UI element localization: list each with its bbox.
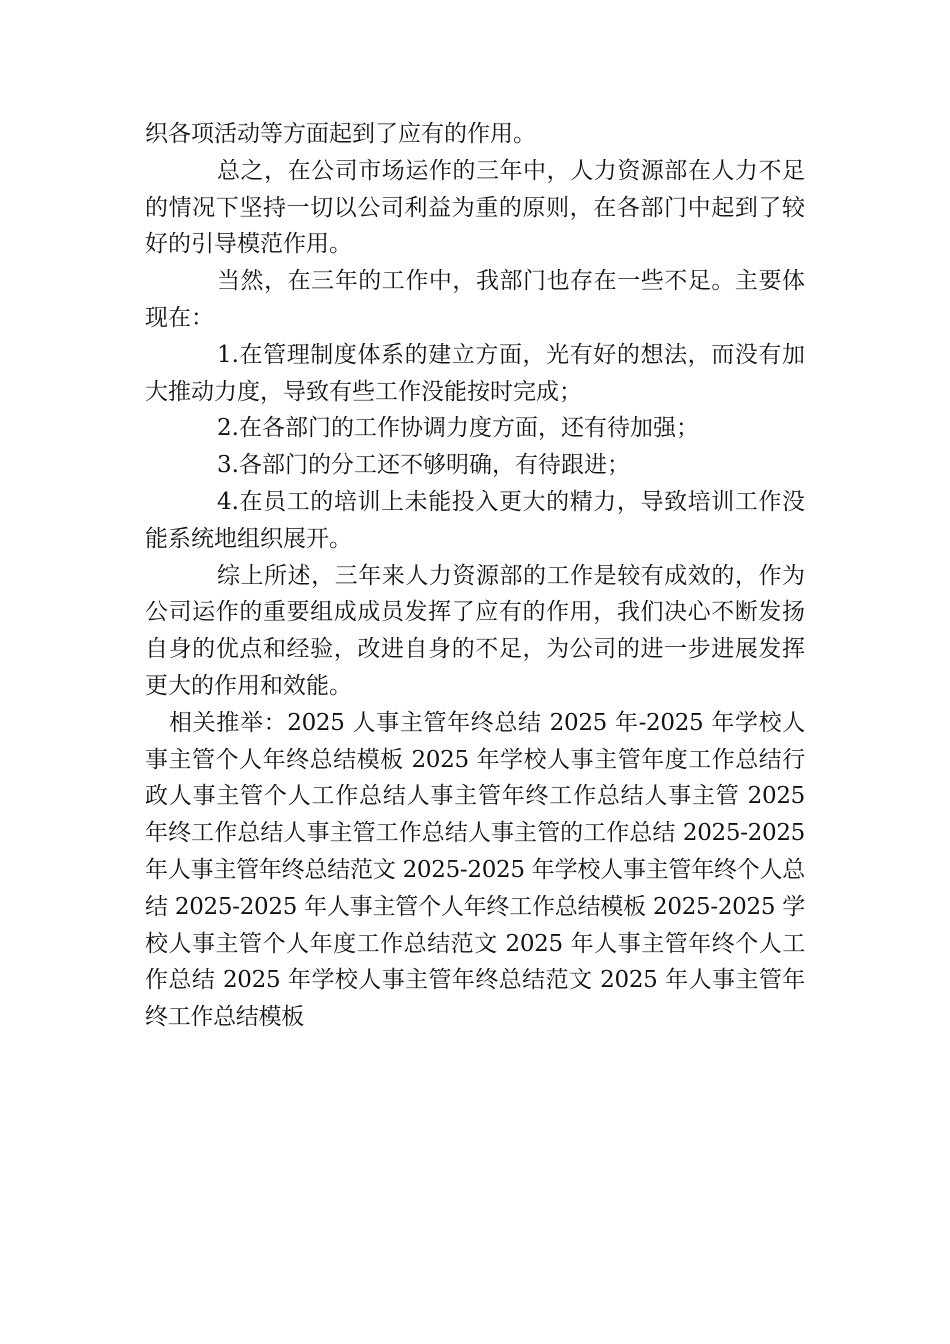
list-item-1: 1.在管理制度体系的建立方面，光有好的想法，而没有加大推动力度，导致有些工作没能按时完成； [145,341,805,405]
list-item-2: 2.在各部门的工作协调力度方面，还有待加强； [217,415,699,442]
paragraph-continuation: 织各项活动等方面起到了应有的作用。 [145,121,536,147]
paragraph-summary: 总之，在公司市场运作的三年中，人力资源部在人力不足的情况下坚持一切以公司利益为重的原则，在各部门中起到了较好的引导模范作用。 [145,157,805,258]
related-recommendations: 相关推举：2025 人事主管年终总结 2025 年-2025 年学校人事主管个人年终总结模板 2025 年学校人事主管年度工作总结行政人事主管个人工作总结人事主管年终工作总结人事主管 2025 年终工作总结人事主管工作总结人事主管的工作总结 2025-2025 年人事主管年终总结范文 2025-2025 年学校人事主管年终个人总结 2025-2025 年人事主管个人年终工作总结模板 2025-2025 学校人事主管个人年度工作总结范文 2025 年人事主管年终个人工作总结 2025 年学校人事主管年终总结范文 2025 年人事主管年终工作总结模板 [145,709,805,1031]
paragraph-conclusion: 综上所述，三年来人力资源部的工作是较有成效的，作为公司运作的重要组成成员发挥了应有的作用，我们决心不断发扬自身的优点和经验，改进自身的不足，为公司的进一步进展发挥更大的作用和效能。 [145,562,805,699]
list-item-3: 3.各部门的分工还不够明确，有待跟进； [217,452,630,479]
document-body [145,116,805,1036]
paragraph-shortcomings-intro: 当然，在三年的工作中，我部门也存在一些不足。主要体现在： [145,268,805,331]
list-item-4: 4.在员工的培训上未能投入更大的精力，导致培训工作没能系统地组织展开。 [145,488,805,552]
